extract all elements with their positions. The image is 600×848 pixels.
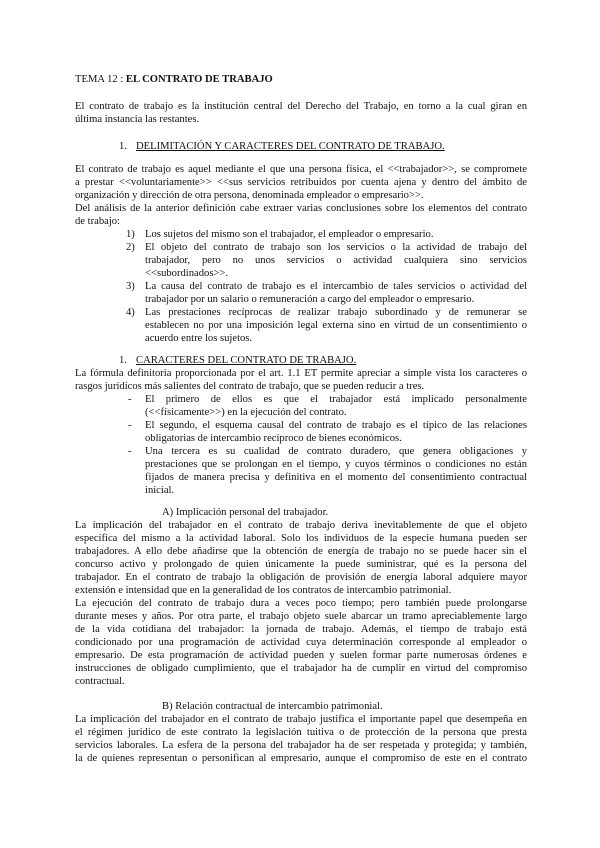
list-item: establecen no por una imposición legal externa sino en virtud de un consentimiento o bbox=[145, 320, 527, 331]
body-line: La ejecución del contrato de trabajo dura a veces poco tiempo; pero también puede prolongarse bbox=[75, 598, 527, 609]
body-line: organización y dirección de otra persona, denominada empleador o empresario>>. bbox=[75, 190, 424, 201]
body-line: empresario. De esta programación de actividad pueden y suelen formar parte numerosas órdenes e bbox=[75, 650, 527, 661]
list-item: <<subordinados>>. bbox=[145, 268, 229, 279]
body-line: Del análisis de la anterior definición cabe extraer varias conclusiones sobre los elementos del contrato bbox=[75, 203, 527, 214]
document-title bbox=[75, 73, 273, 86]
body-line: trabajador. En el contrato de trabajo la obligación de provisión de energía laboral adquiere mayor bbox=[75, 572, 527, 583]
title-main: EL CONTRATO DE TRABAJO bbox=[125, 74, 273, 85]
list-item: Las prestaciones recíprocas de realizar trabajo subordinado y de remunerar se bbox=[145, 307, 527, 318]
list-item: La causa del contrato de trabajo es el intercambio de tales servicios o actividad del bbox=[145, 281, 527, 292]
bullet-item: Una tercera es su cualidad de contrato duradero, que genera obligaciones y bbox=[145, 446, 527, 457]
body-line: de trabajo: bbox=[75, 216, 121, 227]
body-line: de la vida cotidiana del trabajador: la jornada de trabajo. Además, el tiempo de trabajo está bbox=[75, 624, 527, 635]
section-number: 1. bbox=[119, 355, 127, 366]
bullet-item: inicial. bbox=[145, 485, 175, 496]
list-number: 4) bbox=[126, 307, 135, 318]
list-item: trabajador, pero no unos servicios o actividad cualquiera sino servicios bbox=[145, 255, 527, 266]
list-item: acuerdo entre los sujetos. bbox=[145, 333, 253, 344]
list-number: 2) bbox=[126, 242, 135, 253]
bullet-item: (<<físicamente>>) en la ejecución del contrato. bbox=[145, 407, 347, 418]
intro-line: última instancia las restantes. bbox=[75, 114, 200, 125]
body-line: La fórmula definitoria proporcionada por el art. 1.1 ET permite apreciar a simple vista los caracteres o bbox=[75, 368, 527, 379]
list-item: trabajador por un salario o remuneración a cargo del empleador o empresario. bbox=[145, 294, 475, 305]
bullet-item: El primero de ellos es que el trabajador está implicado personalmente bbox=[145, 394, 527, 405]
body-line: extensión e intensidad que en la generalidad de los contratos de intercambio patrimonial. bbox=[75, 585, 452, 596]
bullet-mark: - bbox=[128, 446, 132, 457]
body-line: específica del mismo a la actividad laboral. Solo los individuos de la especie humana pueden ser bbox=[75, 533, 527, 544]
body-line: condicionado por una programación de actividad cuya determinación corresponde al empleador o bbox=[75, 637, 527, 648]
bullet-item: prestaciones que se prolongan en el tiempo, y cuyos términos o condiciones no están bbox=[145, 459, 527, 470]
bullet-item: fijados de manera precisa y definitiva en el momento del consentimiento contractual bbox=[145, 472, 527, 483]
body-line: trabajadores. A ello debe añadirse que la obtención de energía de trabajo no se puede hacer sin el bbox=[75, 546, 527, 557]
body-line: La implicación del trabajador en el contrato de trabajo deriva inevitablemente de que el objeto bbox=[75, 520, 527, 531]
body-line: instrucciones de obligado cumplimiento, que el trabajador ha de cumplir en virtud del compromiso bbox=[75, 663, 527, 674]
section-number: 1. bbox=[119, 141, 127, 152]
list-item: Los sujetos del mismo son el trabajador, el empleador o empresario. bbox=[145, 229, 434, 240]
section-heading: CARACTERES DEL CONTRATO DE TRABAJO. bbox=[136, 355, 357, 366]
intro-line: El contrato de trabajo es la institución central del Derecho del Trabajo, en torno a la cual giran en bbox=[75, 101, 527, 112]
bullet-item: obligatorias de intercambio recíproco de bienes económicos. bbox=[145, 433, 402, 444]
list-number: 1) bbox=[126, 229, 135, 240]
body-line: rasgos jurídicos más salientes del contrato de trabajo, que se pueden reducir a tres. bbox=[75, 381, 425, 392]
body-line: El contrato de trabajo es aquel mediante el que una persona física, el <<trabajador>>, se compromete bbox=[75, 164, 527, 175]
body-line: a prestar <<voluntariamente>> <<sus servicios retribuidos por cuenta ajena y dentro del ámbito de bbox=[75, 177, 527, 188]
subsection-heading: A) Implicación personal del trabajador. bbox=[162, 507, 329, 518]
body-line: servicios laborales. La esfera de la persona del trabajador ha de ser respetada y protegida; y también, bbox=[75, 740, 527, 751]
title-prefix: TEMA 12 : bbox=[75, 74, 126, 85]
list-number: 3) bbox=[126, 281, 135, 292]
body-line: el régimen jurídico de este contrato la legislación tuitiva o de protección de la persona que presta bbox=[75, 727, 527, 738]
section-heading: DELIMITACIÓN Y CARACTERES DEL CONTRATO DE TRABAJO. bbox=[136, 141, 445, 152]
body-line: la de quienes representan o personifican al empresario, aunque el compromiso de este en el contrato bbox=[75, 753, 527, 764]
body-line: La implicación del trabajador en el contrato de trabajo justifica el importante papel que desempeña en bbox=[75, 714, 527, 725]
bullet-mark: - bbox=[128, 420, 132, 431]
subsection-heading: B) Relación contractual de intercambio patrimonial. bbox=[162, 701, 383, 712]
list-item: El objeto del contrato de trabajo son los servicios o la actividad de trabajo del bbox=[145, 242, 527, 253]
body-line: contractual. bbox=[75, 676, 125, 687]
body-line: concurso activo y prolongado de quien únicamente la puede suministrar, qué es la persona del bbox=[75, 559, 527, 570]
bullet-mark: - bbox=[128, 394, 132, 405]
bullet-item: El segundo, el esquema causal del contrato de trabajo es el típico de las relaciones bbox=[145, 420, 527, 431]
body-line: durante meses y años. Por otra parte, el trabajo objeto suele abarcar un tramo apreciablemente largo bbox=[75, 611, 527, 622]
